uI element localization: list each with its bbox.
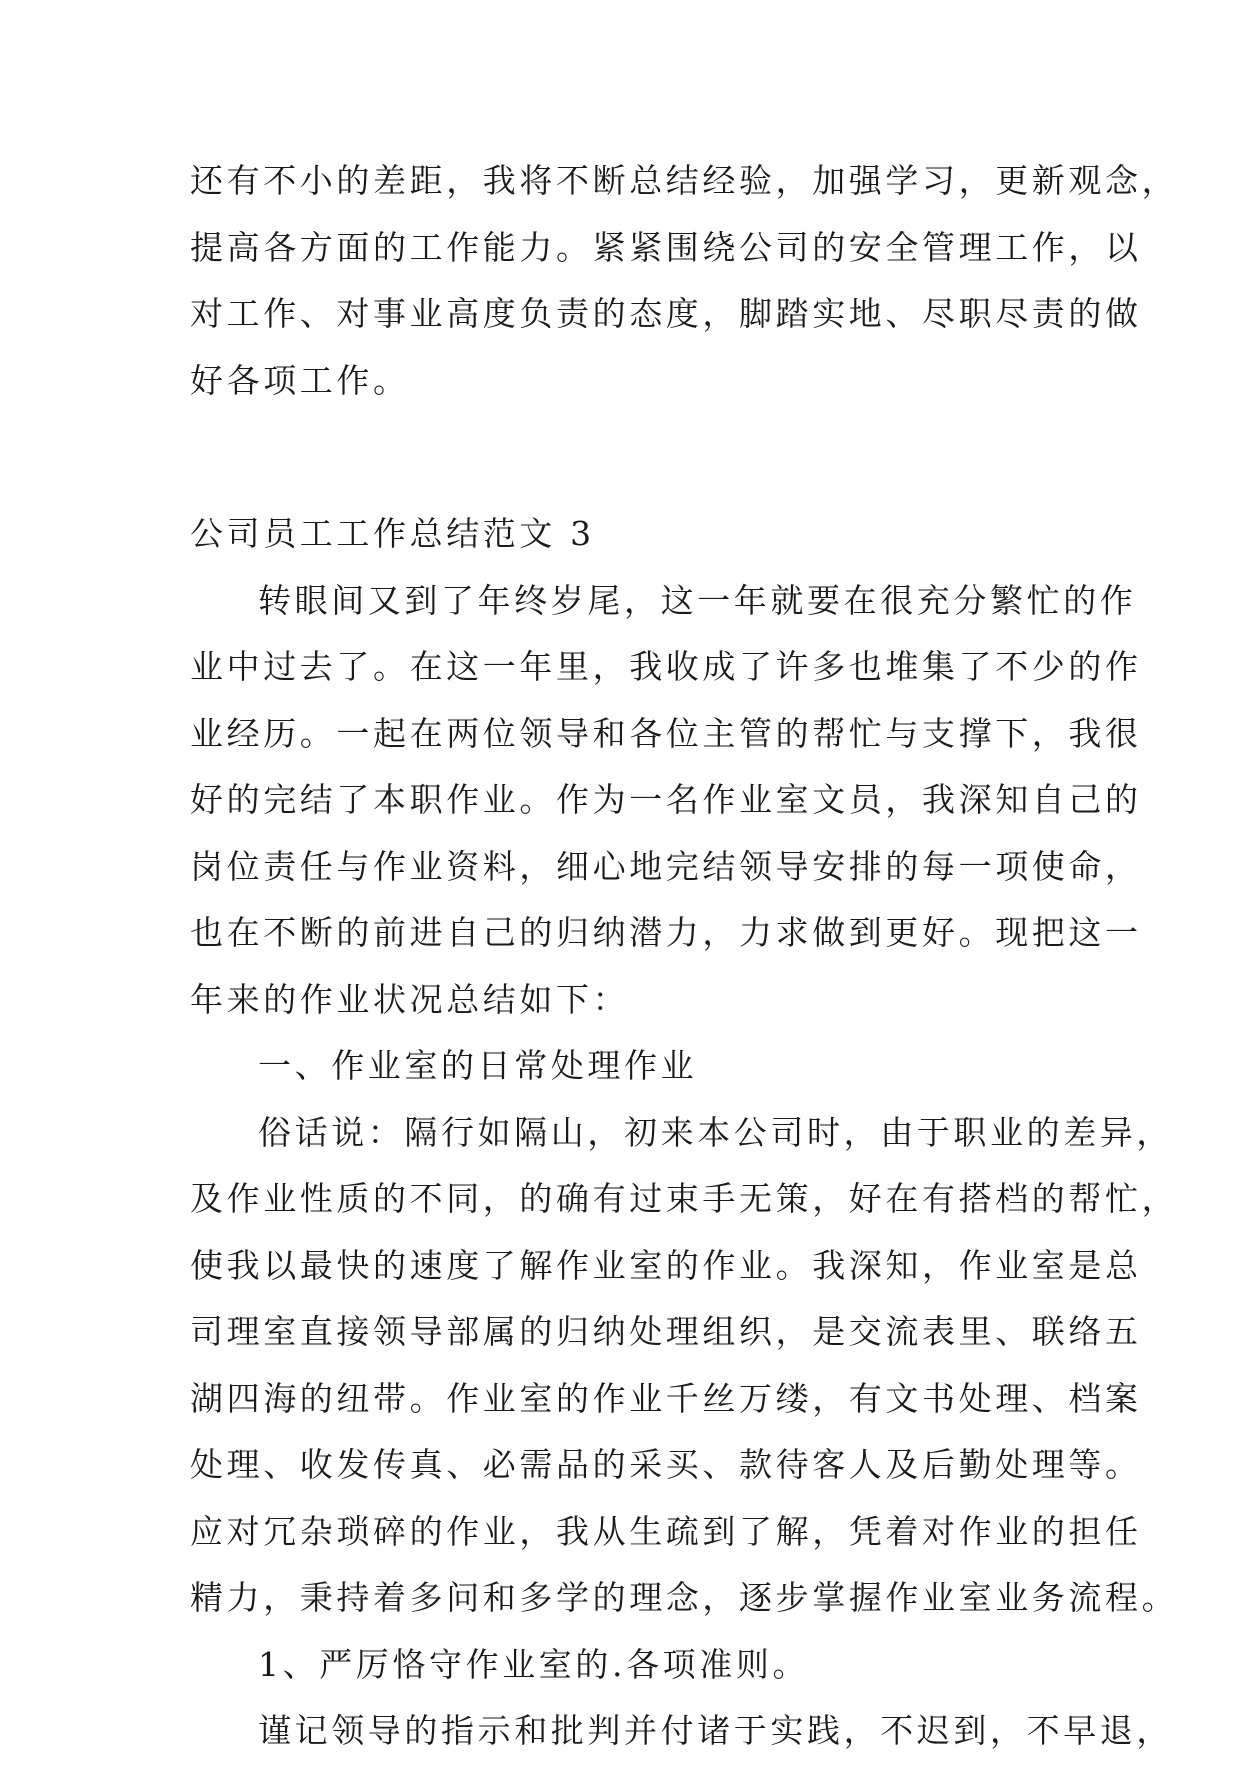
section-body <box>190 568 1179 1765</box>
paragraph-line: 精力，秉持着多问和多学的理念，逐步掌握作业室业务流程。 <box>190 1578 1179 1617</box>
paragraph-line: 年来的作业状况总结如下： <box>190 979 630 1019</box>
paragraph-line: 岗位责任与作业资料，细心地完结领导安排的每一项使命， <box>190 846 1142 886</box>
paragraph-line: 司理室直接领导部属的归纳处理组织，是交流表里、联络五 <box>190 1312 1142 1351</box>
paragraph-line: 业经历。一起在两位领导和各位主管的帮忙与支撑下，我很 <box>190 713 1142 753</box>
paragraph-line: 还有不小的差距，我将不断总结经验，加强学习，更新观念， <box>190 161 1179 200</box>
paragraph-first-line: 谨记领导的指示和批判并付诸于实践，不迟到，不早退， <box>258 1711 1173 1750</box>
paragraph-line: 对工作、对事业高度负责的态度，脚踏实地、尽职尽责的做 <box>190 294 1142 333</box>
paragraph-line: 湖四海的纽带。作业室的作业千丝万缕，有文书处理、档案 <box>190 1378 1142 1418</box>
paragraph-first-line: 一、作业室的日常处理作业 <box>258 1046 698 1085</box>
paragraph-first-line: 1、严厉恪守作业室的.各项准则。 <box>258 1644 810 1684</box>
paragraph-first-line: 俗话说：隔行如隔山，初来本公司时，由于职业的差异， <box>258 1112 1173 1152</box>
paragraph-line: 应对冗杂琐碎的作业，我从生疏到了解，凭着对作业的担任 <box>190 1511 1142 1551</box>
paragraph-line: 也在不断的前进自己的归纳潜力，力求做到更好。现把这一 <box>190 913 1142 952</box>
section-title: 公司员工工作总结范文 3 <box>190 514 595 553</box>
paragraph-first-line: 转眼间又到了年终岁尾，这一年就要在很充分繁忙的作 <box>258 580 1137 620</box>
paragraph-line: 好的完结了本职作业。作为一名作业室文员，我深知自己的 <box>190 780 1142 819</box>
paragraph-line: 处理、收发传真、必需品的采买、款待客人及后勤处理等。 <box>190 1445 1142 1484</box>
section-spacer <box>190 414 1060 501</box>
paragraph-line: 及作业性质的不同，的确有过束手无策，好在有搭档的帮忙， <box>190 1179 1179 1218</box>
paragraph-line: 好各项工作。 <box>190 360 410 400</box>
paragraph-line: 使我以最快的速度了解作业室的作业。我深知，作业室是总 <box>190 1245 1142 1285</box>
document-body <box>190 148 1179 1765</box>
paragraph-line: 业中过去了。在这一年里，我收成了许多也堆集了不少的作 <box>190 647 1142 686</box>
paragraph-line: 提高各方面的工作能力。紧紧围绕公司的安全管理工作，以 <box>190 227 1142 267</box>
